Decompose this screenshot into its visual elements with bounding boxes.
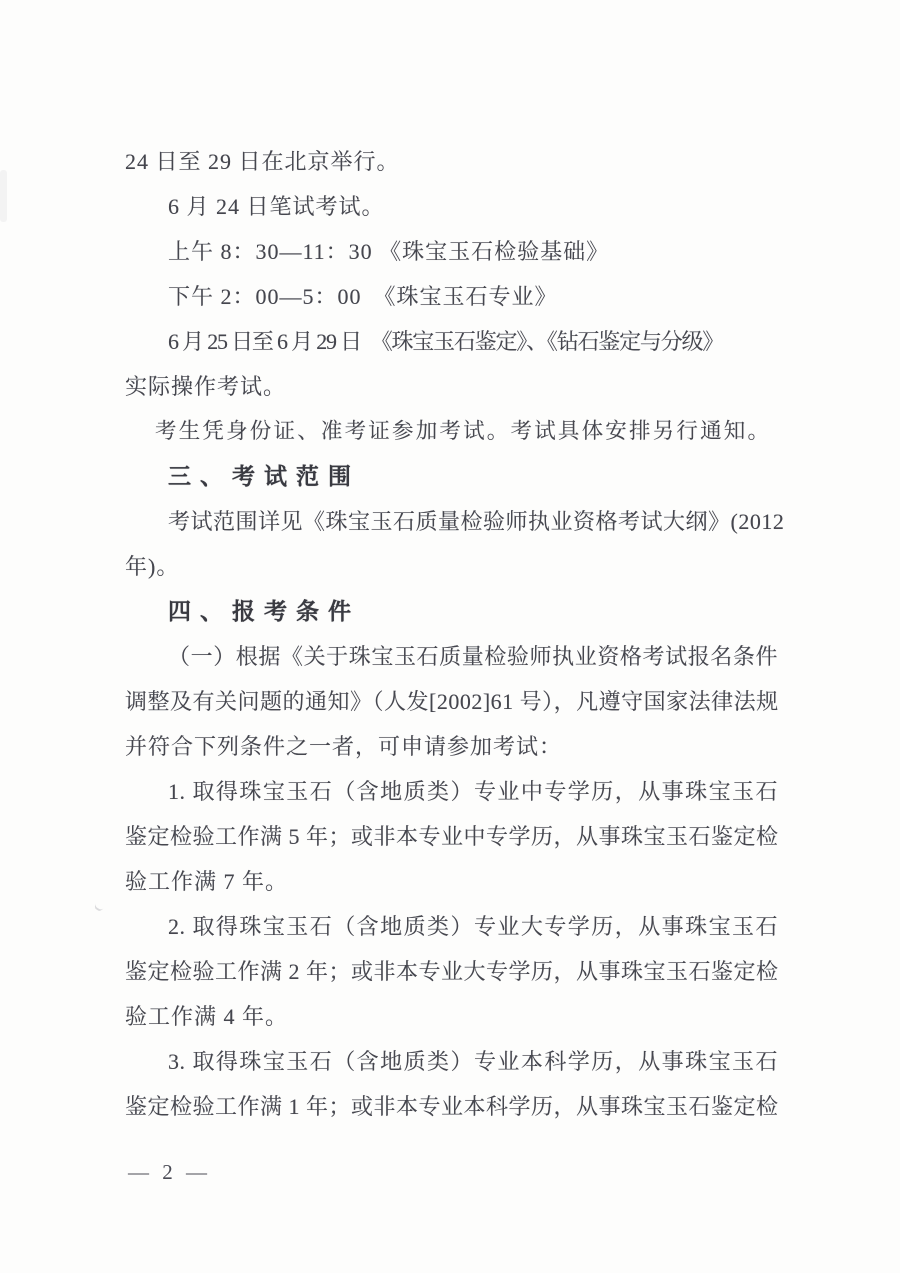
text-line: 验工作满 4 年。 bbox=[125, 1004, 289, 1029]
text-line: 鉴定检验工作满 5 年；或非本专业中专学历，从事珠宝玉石鉴定检 bbox=[125, 824, 779, 849]
text-line: 调整及有关问题的通知》（人发[2002]61 号），凡遵守国家法律法规 bbox=[125, 689, 779, 714]
text-line: 鉴定检验工作满 2 年；或非本专业大专学历，从事珠宝玉石鉴定检 bbox=[125, 959, 779, 984]
text-line: 3. 取得珠宝玉石（含地质类）专业本科学历，从事珠宝玉石 bbox=[168, 1049, 778, 1074]
document-body bbox=[125, 139, 785, 1129]
text-line: 上午 8：30—11：30 《珠宝玉石检验基础》 bbox=[168, 239, 610, 264]
text-line: （一）根据《关于珠宝玉石质量检验师执业资格考试报名条件 bbox=[168, 644, 778, 669]
text-line: 并符合下列条件之一者，可申请参加考试： bbox=[125, 734, 563, 759]
text-line: 验工作满 7 年。 bbox=[125, 869, 289, 894]
text-line: 24 日至 29 日在北京举行。 bbox=[125, 149, 400, 174]
page-number: — 2 — bbox=[128, 1160, 211, 1184]
text-line: 考试范围详见《珠宝玉石质量检验师执业资格考试大纲》(2012 bbox=[168, 509, 785, 534]
text-line: 实际操作考试。 bbox=[125, 374, 287, 399]
section-heading: 三、考试范围 bbox=[168, 464, 360, 489]
text-line: 鉴定检验工作满 1 年；或非本专业本科学历，从事珠宝玉石鉴定检 bbox=[125, 1094, 779, 1119]
text-line: 6 月 25 日至 6 月 29 日 《珠宝玉石鉴定》、《钻石鉴定与分级》 bbox=[168, 329, 724, 354]
scan-artifact bbox=[0, 170, 7, 222]
scan-artifact bbox=[93, 897, 108, 913]
text-line: 1. 取得珠宝玉石（含地质类）专业中专学历，从事珠宝玉石 bbox=[168, 779, 778, 804]
text-line: 6 月 24 日笔试考试。 bbox=[168, 194, 385, 219]
text-line: 下午 2：00—5：00 《珠宝玉石专业》 bbox=[168, 284, 558, 309]
section-heading: 四、报考条件 bbox=[168, 599, 360, 624]
text-line: 2. 取得珠宝玉石（含地质类）专业大专学历，从事珠宝玉石 bbox=[168, 914, 778, 939]
text-line: 年)。 bbox=[125, 554, 180, 579]
text-line: 考生凭身份证、准考证参加考试。考试具体安排另行通知。 bbox=[155, 419, 772, 443]
